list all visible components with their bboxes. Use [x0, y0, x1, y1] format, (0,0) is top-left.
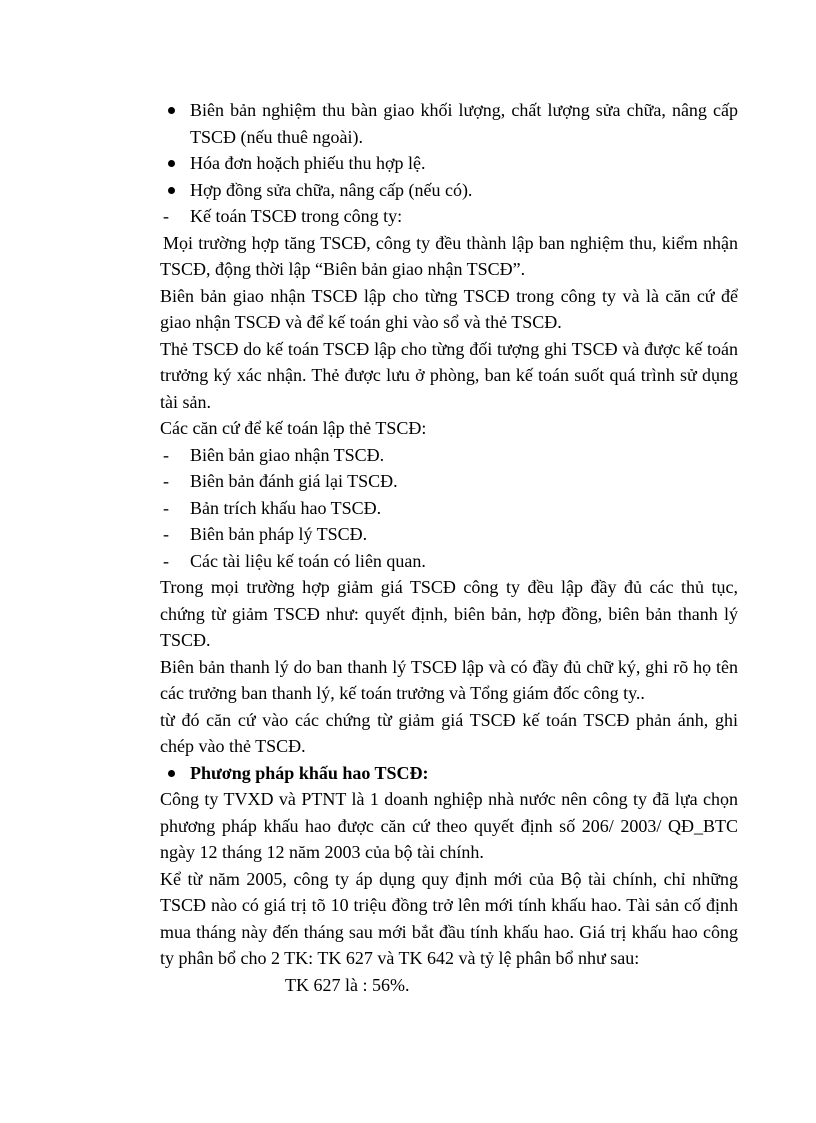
bases-intro: Các căn cứ để kế toán lập thẻ TSCĐ:: [160, 418, 427, 438]
bullet-dot-icon: [168, 187, 175, 194]
section-heading: [160, 203, 738, 230]
dash-mark: -: [163, 497, 169, 518]
allocation-tk627: TK 627 là : 56%.: [285, 974, 410, 995]
bullet-item: [160, 97, 738, 150]
bullet-dot-icon: [168, 107, 175, 114]
bullet-text: Biên bản nghiệm thu bàn giao khối lượng, chất lượng sửa chữa, nâng cấp TSCĐ (nếu thuê ngoài).: [190, 100, 738, 147]
list-item-text: Các tài liệu kế toán có liên quan.: [190, 550, 426, 571]
paragraph-record: từ đó căn cứ vào các chứng từ giảm giá TSCĐ kế toán TSCĐ phản ánh, ghi chép vào thẻ TSCĐ.: [160, 709, 738, 756]
document-body: [160, 97, 738, 998]
dash-mark: -: [163, 550, 169, 571]
method-heading-text: Phương pháp khấu hao TSCĐ:: [190, 762, 429, 783]
dash-mark: -: [163, 524, 169, 544]
bullet-dot-icon: [168, 770, 175, 777]
paragraph-card: Thẻ TSCĐ do kế toán TSCĐ lập cho từng đối tượng ghi TSCĐ và được kế toán trưởng ký xác nhận. Thẻ được lưu ở phòng, ban kế toán suốt quá trình sử dụng tài sản.: [160, 338, 738, 412]
paragraph-liquidation: Biên bản thanh lý do ban thanh lý TSCĐ lập và có đầy đủ chữ ký, ghi rõ họ tên các trưởng ban thanh lý, kế toán trưởng và Tổng giám đốc công ty..: [160, 656, 738, 703]
paragraph-handover: Biên bản giao nhận TSCĐ lập cho từng TSCĐ trong công ty và là căn cứ để giao nhận TSCĐ và để kế toán ghi vào sổ và thẻ TSCĐ.: [160, 285, 738, 332]
paragraph-2005: Kể từ năm 2005, công ty áp dụng quy định mới của Bộ tài chính, chỉ những TSCĐ nào có giá trị tõ 10 triệu đồng trở lên mới tính khấu hao. Tài sản cố định mua tháng này đến tháng sau mới bắt đầu tính khấu hao. Giá trị khấu hao công ty phân bổ cho 2 TK: TK 627 và TK 642 và tỷ lệ phân bổ như sau:: [160, 868, 738, 968]
paragraph-increase: Mọi trường hợp tăng TSCĐ, công ty đều thành lập ban nghiệm thu, kiểm nhận TSCĐ, động thời lập “Biên bản giao nhận TSCĐ”.: [160, 232, 738, 279]
dash-mark: -: [163, 471, 169, 491]
bullet-text: Hợp đồng sửa chữa, nâng cấp (nếu có).: [190, 179, 473, 200]
list-item: [160, 495, 738, 522]
bullet-text: Hóa đơn hoặch phiếu thu hợp lệ.: [190, 153, 426, 173]
dash-mark: -: [163, 206, 169, 226]
bullet-dot-icon: [168, 160, 175, 167]
paragraph-method: Công ty TVXD và PTNT là 1 doanh nghiệp nhà nước nên công ty đã lựa chọn phương pháp khấu hao được căn cứ theo quyết định số 206/ 2003/ QĐ_BTC ngày 12 tháng 12 năm 2003 của bộ tài chính.: [160, 789, 738, 862]
paragraph-decrease: Trong mọi trường hợp giảm giá TSCĐ công ty đều lập đầy đủ các thủ tục, chứng từ giảm TSCĐ như: quyết định, biên bản, hợp đồng, biên bản thanh lý TSCĐ.: [160, 577, 738, 650]
list-item: [160, 521, 738, 548]
list-item-text: Biên bản giao nhận TSCĐ.: [190, 444, 385, 465]
list-item: [160, 468, 738, 495]
list-item-text: Bản trích khấu hao TSCĐ.: [190, 497, 382, 518]
bullet-item: [160, 150, 738, 177]
list-item: [160, 442, 738, 469]
list-item-text: Biên bản đánh giá lại TSCĐ.: [190, 471, 398, 491]
list-item: [160, 548, 738, 575]
method-heading: [160, 760, 738, 787]
list-item-text: Biên bản pháp lý TSCĐ.: [190, 524, 368, 544]
dash-mark: -: [163, 444, 169, 465]
section-heading-text: Kế toán TSCĐ trong công ty:: [190, 206, 403, 226]
bullet-item: [160, 177, 738, 204]
